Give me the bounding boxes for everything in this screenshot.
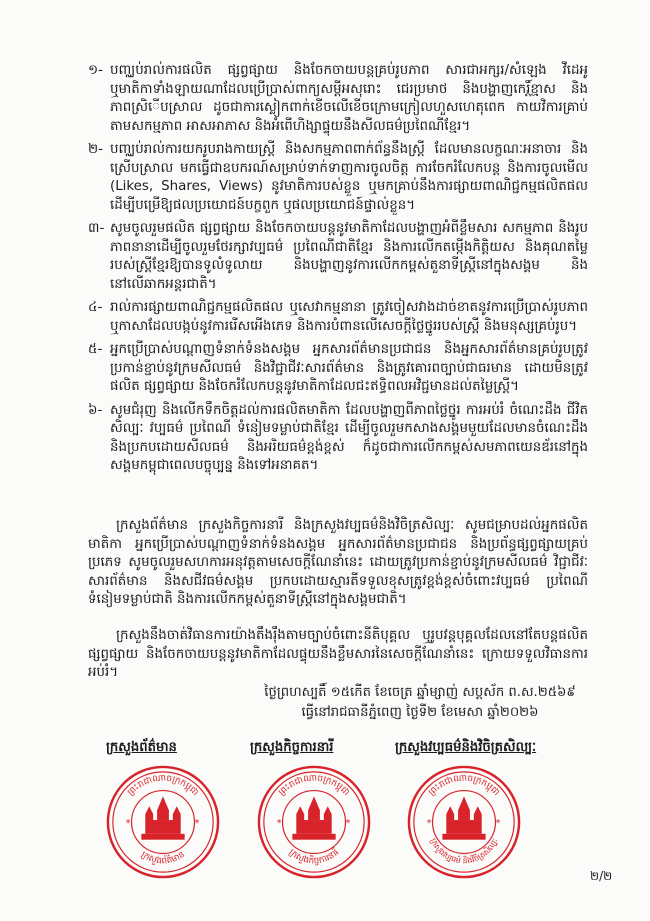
ministry-culture-seal <box>405 763 523 881</box>
item-text: អ្នកប្រើប្រាស់បណ្ដាញទំនាក់ទំនងសង្គម អ្នកសារព័ត៌មានប្រជាជន និងអ្នកសារព័ត៌មានគ្រប់រូបត្រូវប្រកាន់ខ្ជាប់នូវក្រមសីលធម៌ និងវិជ្ជាជីវៈសារព័ត៌មាន និងត្រូវគោរពច្បាប់ជាធរមាន ដោយមិនត្រូវផលិត ផ្សព្វផ្សាយ និងចែករំលែកបន្តនូវមាតិកាដែលជះឥទ្ធិពលអវិជ្ជមានដល់តម្លៃស្ត្រី។ <box>110 342 588 394</box>
svg-text:*: * <box>495 817 501 829</box>
item-number: ២- <box>88 142 103 157</box>
list-item <box>88 220 588 294</box>
item-text: សូមជំរុញ និងលើកទឹកចិត្តដល់ការផលិតមាតិកា ដែលបង្ហាញពីភាពថ្លៃថ្នូរ ការអប់រំ ចំណេះដឹង ជីវិត សិល្បៈ វប្បធម៌ ប្រពៃណី ទំនៀមទម្លាប់ជាតិខ្មែរ ដើម្បីចូលរួមកសាងសង្គមមួយដែលមានចំណេះដឹង និងប្រកបដោយសីលធម៌ និងអរិយធម៌ខ្ពង់ខ្ពស់ ក៏ដូចជាការលើកកម្ពស់សមភាពយេនឌ័រនៅក្នុងសង្គមកម្ពុជាពេលបច្ចុប្បន្ន និងទៅអនាគត។ <box>110 402 588 473</box>
item-text: សូមចូលរួមផលិត ផ្សព្វផ្សាយ និងចែកចាយបន្តនូវមាតិកាដែលបង្ហាញអំពីខ្លឹមសារ សកម្មភាព និងរូបភាពនានាដើម្បីចូលរួមថែរក្សាវប្បធម៌ ប្រពៃណីជាតិខ្មែរ និងការលើកតម្កើងកិត្តិយស និងគុណតម្លៃរបស់ស្ត្រីខ្មែរឱ្យបានទូលំទូលាយ និងបង្ហាញនូវការលើកកម្ពស់តួនាទីស្ត្រីនៅក្នុងសង្គម និងនៅលើឆាកអន្តរជាតិ។ <box>110 221 588 292</box>
item-text: បញ្ឈប់រាល់ការផលិត ផ្សព្វផ្សាយ និងចែកចាយបន្តគ្រប់រូបភាព សារជាអក្សរ/សំឡេង វីដេអូ ឬមាតិកាទាំងឡាយណាដែលប្រើប្រាស់ពាក្យសម្ដីអសុរោះ ជេរប្រមាថ និងបង្ហាញកេរ្តិ៍ខ្មាស និងភាពសិ្រើបស្រាល ដូចជាការស្លៀកពាក់ខើចលើខើចក្រោមក្រៀលហួសហេតុពេក កាយវិការគ្រាប់តាមសកម្មភាព អាសអាភាស និងអំពើហិង្សាផ្ទុយនឹងសីលធម៌ប្រពៃណីខ្មែរ។ <box>110 63 588 134</box>
svg-text:ព្រះរាជាណាចក្រកម្ពុជា: ព្រះរាជាណាចក្រកម្ពុជា <box>125 773 201 798</box>
svg-text:ក្រសួងព័ត៌មាន: ក្រសួងព័ត៌មាន <box>139 849 187 867</box>
list-item <box>88 299 588 336</box>
item-number: ៦- <box>88 402 103 418</box>
list-item <box>88 141 588 215</box>
ministry-information-seal <box>104 763 222 881</box>
list-item <box>88 341 588 397</box>
ministry-womens-affairs-seal <box>255 763 373 881</box>
ministry-culture-title: ក្រសួងវប្បធម៌និងវិចិត្រសិល្បៈ <box>395 740 537 755</box>
svg-text:ព្រះរាជាណាចក្រកម្ពុជា: ព្រះរាជាណាចក្រកម្ពុជា <box>276 773 352 798</box>
item-text: បញ្ឈប់រាល់ការយករូបរាងកាយស្ត្រី និងសកម្មភាពពាក់ព័ន្ធនឹងស្ត្រី ដែលមានលក្ខណៈអនាចារ និងស្រើបស្រាល មកធ្វើជាឧបករណ៍សម្រាប់ទាក់ទាញការចូលចិត្ត ការចែករំលែកបន្ត និងការចូលមើល (Likes, Shares, Views) នូវមាតិការបស់ខ្លួន ឬមកគ្រាប់នឹងការផ្សាយពាណិជ្ជកម្មផលិតផល ដើម្បីបម្រើឱ្យផលប្រយោជន៍បក្ខពួក ឬផលប្រយោជន៍ផ្ទាល់ខ្លួន។ <box>110 142 588 213</box>
svg-text:*: * <box>194 817 200 829</box>
svg-text:*: * <box>426 817 432 829</box>
svg-text:ក្រសួងកិច្ចការនារី: ក្រសួងកិច្ចការនារី <box>286 847 342 867</box>
list-item <box>88 62 588 136</box>
svg-text:*: * <box>125 817 131 829</box>
ministry-womens-affairs-title: ក្រសួងកិច្ចការនារី <box>250 740 334 755</box>
item-number: ១- <box>88 63 103 78</box>
svg-text:*: * <box>276 817 282 829</box>
item-number: ៥- <box>88 342 103 357</box>
svg-text:ក្រសួងវប្បធម៌ និងវិចិត្រសិល្បៈ: ក្រសួងវប្បធម៌ និងវិចិត្រសិល្បៈ <box>428 836 500 866</box>
lunar-date: ថ្ងៃព្រហស្បតិ៍ ១៥កើត ខែចេត្រ ឆ្នាំម្សាញ់ សប្តស័ក ព.ស.២៥៦៩ <box>264 685 576 700</box>
item-number: ៤- <box>88 300 103 315</box>
page-number: ២/២ <box>590 869 613 883</box>
issue-date: ធ្វើនៅរាជធានីភ្នំពេញ ថ្ងៃទី២ ខែមេសា ឆ្នាំ២០២៦ <box>301 705 539 720</box>
svg-text:ព្រះរាជាណាចក្រកម្ពុជា: ព្រះរាជាណាចក្រកម្ពុជា <box>426 773 502 798</box>
directive-list <box>88 62 588 481</box>
list-item <box>88 402 588 476</box>
svg-text:*: * <box>345 817 351 829</box>
enforcement-paragraph: ក្រសួងនឹងចាត់វិធានការយ៉ាងតឹងរ៉ឹងតាមច្បាប់ចំពោះនីតិបុគ្គល ឬរូបវន្តបុគ្គលដែលនៅតែបន្តផលិត ផ្សព្វផ្សាយ និងចែកចាយបន្តនូវមាតិកាដែលផ្ទុយនឹងខ្លឹមសារនៃសេចក្ដីណែនាំនេះ ក្រោយទទួលវិធានការអប់រំ។ <box>88 628 588 680</box>
item-text: រាល់ការផ្សាយពាណិជ្ជកម្មផលិតផល ឬសេវាកម្មនានា ត្រូវចៀសវាងដាច់ខាតនូវការប្រើប្រាស់រូបភាព ឬកាសាដែលបង្កប់នូវការរើសអើងភេទ និងការបំពានលើសេចក្ដីថ្លៃថ្នូររបស់ស្ត្រី និងមនុស្សគ្រប់រូប។ <box>110 300 588 334</box>
item-number: ៣- <box>88 221 105 236</box>
ministry-information-title: ក្រសួងព័ត៌មាន <box>106 740 177 755</box>
closing-paragraph: ក្រសួងព័ត៌មាន ក្រសួងកិច្ចការនារី និងក្រសួងវប្បធម៌និងវិចិត្រសិល្បៈ សូមជម្រាបដល់អ្នកផលិតមាតិកា អ្នកប្រើប្រាស់បណ្ដាញទំនាក់ទំនងសង្គម អ្នកសារព័ត៌មានប្រជាជន និងប្រព័ន្ធផ្សព្វផ្សាយគ្រប់ប្រភេទ សូមចូលរួមសហការអនុវត្តតាមសេចក្ដីណែនាំនេះ ដោយត្រូវប្រកាន់ខ្ជាប់នូវក្រមសីលធម៌ វិជ្ជាជីវៈសារព័ត៌មាន និងសជីវធម៌សង្គម ប្រកបដោយស្មារតីទទួលខុសត្រូវខ្ពង់ខ្ពស់ចំពោះវប្បធម៌ ប្រពៃណី ទំនៀមទម្លាប់ជាតិ និងការលើកកម្ពស់តួនាទីស្ត្រីនៅក្នុងសង្គមជាតិ។ <box>88 518 588 607</box>
